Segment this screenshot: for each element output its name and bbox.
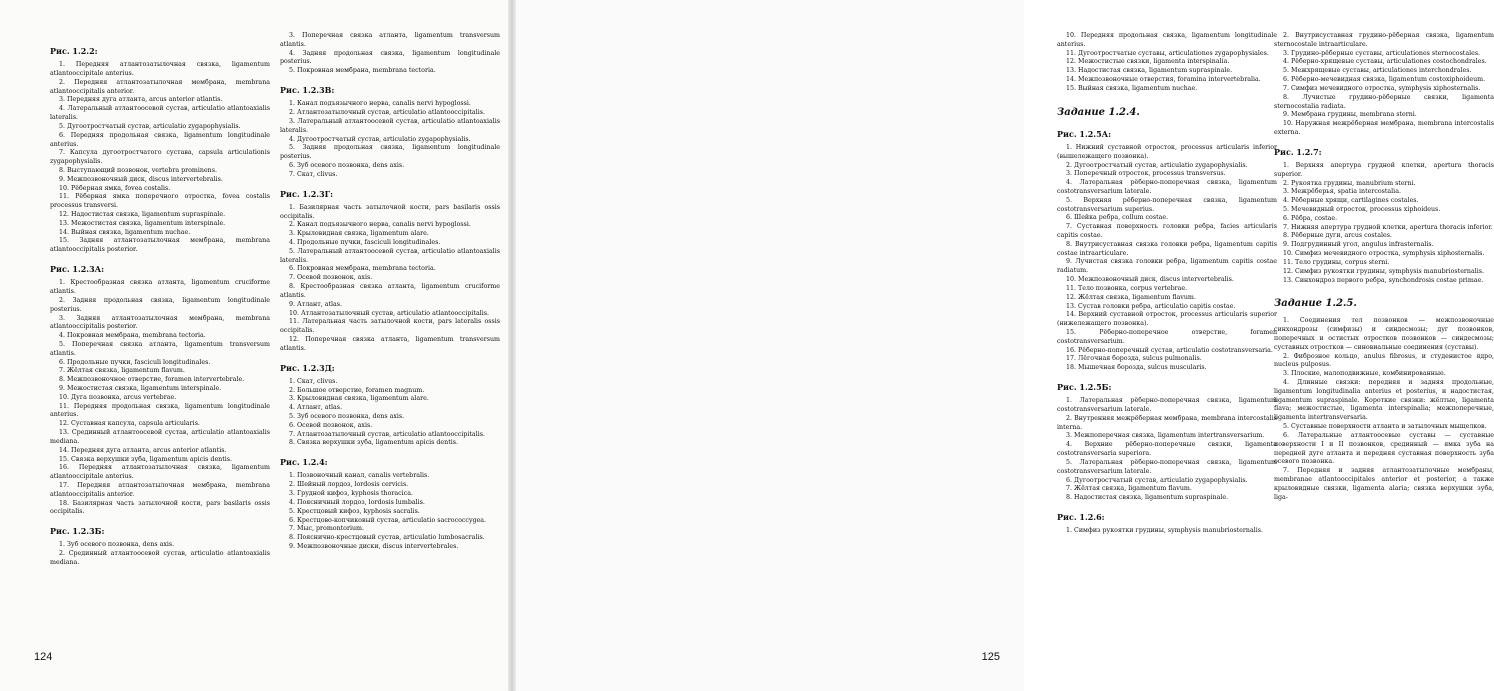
list-item: 7. Капсула дугоотростчатого сустава, capsula articulationis zygapophysialis. [50,149,270,166]
list-item: 2. Задняя продольная связка, ligamentum longitudinale posterius. [50,296,270,313]
book-spine [508,0,516,691]
list-item: 7. Нижняя апертура грудной клетки, apertura thoracis inferior. [1283,223,1493,231]
list-item: 2. Большое отверстие, foramen magnum. [289,386,425,394]
list-item: 4. Атлант, atlas. [289,404,342,412]
list-item: 3. Латеральный атлантоосевой сустав, articulatio atlantoaxialis lateralis. [280,117,500,134]
list-item: 14. Верхний суставной отросток, processus articularis superior (нижележащего позвонка). [1057,311,1277,328]
list-item: 7. Атлантозатылочный сустав, articulatio atlantooccipitalis. [289,430,485,438]
list-item: 12. Межостистые связки, ligamenta interspinalia. [1066,58,1230,66]
list-item: 1. Крестообразная связка атланта, ligamentum cruciforme atlantis. [50,279,270,296]
list-item: 13. Межостистая связка, ligamentum interspinale. [59,219,226,227]
right-page-column-1 [1057,32,1277,536]
left-page-column-2 [280,32,500,552]
list-item: 2. Канал подъязычного нерва, canalis nervi hypoglossi. [289,221,471,229]
list-item: 5. Зуб осевого позвонка, dens axis. [289,413,405,420]
list-item: 6. Продольные пучки, fasciculi longitudinales. [59,358,211,366]
list-item: 1. Соединения тел позвонков — межпозвоночные синхондрозы (симфизы) и синдесмозы; дуг позвонков, поперечных и остистых отростков позвонков — синдесмозы; суставных отростков — синовиальные соединения (суставы). [1274,317,1494,351]
list-item: 1. Передняя атлантозатылочная связка, ligamentum atlantooccipitale anterius. [50,61,270,77]
list-item: 4. Верхние рёберно-поперечные связки, ligamenta costotransversaria superiora. [1057,441,1277,458]
list-item: 13. Надостистая связка, ligamentum supraspinale. [1066,67,1233,75]
list-item: 1. Симфиз рукоятки грудины, symphysis manubriosternalis. [1066,527,1263,535]
list-item: 6. Рёберно-мечевидная связка, ligamentum costoxiphoideum. [1283,76,1486,84]
list-item: 8. Межпозвоночное отверстие, foramen intervertebrale. [59,376,245,384]
list-item: 11. Тело грудины, corpus sterni. [1283,258,1390,266]
list-item: 1. Зуб осевого позвонка, dens axis. [59,541,175,549]
list-item: 5. Межхрящевые суставы, articulationes interchondrales. [1283,67,1472,75]
list-item: 13. Срединный атлантоосевой сустав, articulatio atlantoaxialis mediana. [50,429,270,445]
list-item: 8. Внутрисуставная связка головки ребра, ligamentum capitis costae intraarticulare. [1057,240,1277,257]
list-item: 4. Латеральная рёберно-поперечная связка, ligamentum costotransversarium laterale. [1057,179,1277,195]
list-item: 3. Грудной кифоз, kyphosis thoracica. [289,490,413,498]
list-item: 12. Симфиз рукоятки грудины, symphysis manubriosternalis. [1283,267,1484,275]
list-item: 18. Мышечная борозда, sulcus muscularis. [1066,364,1207,372]
list-item: 7. Суставная поверхность головки ребра, facies articularis capitis costae. [1057,223,1277,239]
list-item: 6. Латеральные атлантоосевые суставы — суставные поверхности I и II позвонков, срединный — ямка зуба на передней дуге атланта и передняя суставная поверхность зуба осевого позвонка. [1274,431,1494,466]
figure-heading: Рис. 1.2.3Д: [280,362,335,373]
list-item: 10. Наружная межрёберная мембрана, membrana intercostalis externa. [1274,120,1494,136]
list-item: 5. Поперечная связка атланта, ligamentum transversum atlantis. [50,340,270,357]
list-item: 9. Межпозвоночные диски, discus intervertebrales. [289,542,459,550]
list-item: 8. Лучистые грудино-рёберные связки, ligamenta sternocostalia radiata. [1274,93,1494,110]
list-item: 2. Фиброзное кольцо, anulus fibrosus, и студенистое ядро, nucleus pulposus. [1274,352,1494,369]
list-item: 10. Атлантозатылочный сустав, articulatio atlantooccipitalis. [289,309,489,317]
list-item: 4. Поясничный лордоз, lordosis lumbalis. [289,498,425,506]
right-page-column-2 [1274,32,1494,502]
list-item: 1. Нижний суставной отросток, processus articularis inferior (вышележащего позвонка). [1057,143,1277,160]
list-item: 12. Суставная капсула, capsula articularis. [59,420,200,428]
list-item: 3. Поперечный отросток, processus transversus. [1066,170,1226,178]
task-heading: Задание 1.2.4. [1057,106,1140,118]
list-item: 11. Рёберная ямка поперечного отростка, fovea costalis processus transversi. [50,193,270,210]
left-page-column-1 [50,32,270,568]
list-item: 6. Передняя продольная связка, ligamentum longitudinale anterius. [50,131,270,148]
list-item: 2. Внутренняя межрёберная мембрана, membrana intercostalis interna. [1057,414,1277,431]
list-item: 3. Крыловидная связка, ligamentum alare. [289,395,429,403]
figure-heading: Рис. 1.2.7: [1274,146,1322,157]
list-item: 5. Задняя продольная связка, ligamentum longitudinale posterius. [280,144,500,161]
list-item: 5. Крестцовый кифоз, kyphosis sacralis. [289,507,420,515]
list-item: 5. Мечевидный отросток, processus xiphoideus. [1283,206,1441,213]
list-item: 9. Подгрудинный угол, angulus infrasternalis. [1283,241,1434,249]
list-item: 12. Надостистая связка, ligamentum supraspinale. [59,211,226,218]
list-item: 16. Рёберно-поперечный сустав, articulatio costotransversaria. [1066,346,1273,354]
list-item: 9. Межпозвоночный диск, discus intervertebralis. [59,175,223,183]
list-item: 5. Дугоотростчатый сустав, articulatio zygapophysialis. [59,122,241,130]
list-item: 5. Латеральный атлантоосевой сустав, articulatio atlantoaxialis lateralis. [280,247,500,264]
list-item: 3. Задняя атлантозатылочная мембрана, membrana atlantooccipitalis posterior. [50,314,270,331]
list-item: 6. Рёбра, costae. [1283,214,1338,222]
figure-heading: Рис. 1.2.3Г: [280,188,334,199]
list-item: 7. Передняя и задняя атлантозатылочные мембраны, membranae atlantooccipitales anterior et posterior, а также крыловидные связки, ligamenta alaria; связка верхушки зуба, liga- [1274,467,1494,501]
list-item: 8. Пояснично-крестцовый сустав, articulatio lumbosacralis. [289,534,485,542]
list-item: 17. Передняя атлантозатылочная мембрана, membrana atlantooccipitalis anterior. [50,481,270,498]
list-item: 10. Передняя продольная связка, ligamentum longitudinale anterius. [1057,32,1277,48]
figure-heading: Рис. 1.2.2: [50,46,98,56]
list-item: 4. Длинные связки: передняя и задняя продольные, ligamentum longitudinalia anterius et posterius, и надостистая, ligamentum supraspinale. Короткие связки: жёлтые, ligamenta flava; межостистые, ligamenta interspinalia; межпоперечные, ligamenta intertransversaria. [1274,379,1494,422]
list-item: 3. Межпоперечная связка, ligamentum intertransversarium. [1066,432,1265,440]
figure-heading: Рис. 1.2.3В: [280,85,335,96]
list-item: 6. Осевой позвонок, axis. [289,421,373,429]
figure-heading: Рис. 1.2.5А: [1057,128,1112,139]
list-item: 10. Дуга позвонка, arcus vertebrae. [59,393,177,401]
list-item: 1. Базилярная часть затылочной кости, pars basilaris ossis occipitalis. [280,203,500,220]
list-item: 7. Жёлтая связка, ligamentum flavum. [1066,485,1192,493]
list-item: 6. Покровная мембрана, membrana tectoria. [289,265,436,273]
list-item: 1. Латеральная рёберно-поперечная связка, ligamentum costotransversarium laterale. [1057,397,1277,413]
list-item: 18. Базилярная часть затылочной кости, pars basilaris ossis occipitalis. [50,499,270,516]
list-item: 3. Плоские, малоподвижные, комбинированные. [1283,370,1446,378]
list-item: 15. Связка верхушки зуба, ligamentum apicis dentis. [59,455,232,463]
list-item: 11. Дугоотростчатые суставы, articulationes zygapophysiales. [1066,49,1269,57]
list-item: 6. Зуб осевого позвонка, dens axis. [289,161,405,169]
list-item: 11. Тело позвонка, corpus vertebrae. [1066,284,1188,292]
list-item: 7. Симфиз мечевидного отростка, symphysis xiphosternalis. [1283,84,1481,92]
list-item: 15. Рёберно-поперечное отверстие, foramen costotransversarium. [1057,328,1277,345]
list-item: 2. Внутрисуставная грудино-рёберная связка, ligamentum sternocostale intraarticulare. [1274,32,1494,48]
list-item: 4. Рёберно-хрящевые суставы, articulationes costochondrales. [1283,58,1487,66]
list-item: 17. Лёгочная борозда, sulcus pulmonalis. [1066,355,1202,363]
list-item: 2. Атлантозатылочный сустав, articulatio atlantooccipitalis. [289,109,485,117]
list-item: 9. Лучистая связка головки ребра, ligamentum capitis costae radiatum. [1057,258,1277,275]
list-item: 3. Грудино-рёберные суставы, articulationes sternocostales. [1283,49,1481,57]
list-item: 9. Межостистая связка, ligamentum interspinale. [59,385,222,392]
figure-heading: Рис. 1.2.4: [280,457,328,468]
figure-heading: Рис. 1.2.5Б: [1057,382,1112,392]
list-item: 3. Поперечная связка атланта, ligamentum transversum atlantis. [280,32,500,48]
list-item: 4. Продольные пучки, fasciculi longitudinales. [289,239,441,246]
list-item: 15. Задняя атлантозатылочная мембрана, membrana atlantooccipitalis posterior. [50,237,270,254]
list-item: 2. Срединный атлантоосевой сустав, articulatio atlantoaxialis mediana. [50,550,270,566]
right-page [512,0,1494,691]
task-heading: Задание 1.2.5. [1274,298,1357,310]
list-item: 10. Межпозвоночный диск, discus intervertebralis. [1066,276,1234,284]
list-item: 8. Крестообразная связка атланта, ligamentum cruciforme atlantis. [280,283,500,299]
list-item: 9. Атлант, atlas. [289,300,342,308]
list-item: 13. Сустав головки ребра, articulatio capitis costae. [1066,302,1236,310]
list-item: 8. Выступающий позвонок, vertebra prominens. [59,166,217,174]
list-item: 4. Латеральный атлантоосевой сустав, articulatio atlantoaxialis lateralis. [50,105,270,122]
list-item: 3. Крыловидная связка, ligamentum alare. [289,230,429,238]
list-item: 1. Скат, clivus. [289,377,338,385]
list-item: 5. Суставные поверхности атланта и затылочных мыщелков. [1283,423,1487,431]
list-item: 11. Передняя продольная связка, ligamentum longitudinale anterius. [50,402,270,419]
list-item: 14. Межпозвоночные отверстия, foramina intervertebralia. [1066,76,1261,84]
list-item: 14. Выйная связка, ligamentum nuchae. [59,228,191,236]
list-item: 1. Канал подъязычного нерва, canalis nervi hypoglossi. [289,100,471,108]
list-item: 8. Рёберные дуги, arcus costales. [1283,232,1392,240]
list-item: 5. Латеральная рёберно-поперечная связка, ligamentum costotransversarium laterale. [1057,458,1277,475]
list-item: 8. Связка верхушки зуба, ligamentum apicis dentis. [289,439,458,447]
page-number-left: 124 [34,651,53,663]
list-item: 8. Надостистая связка, ligamentum supraspinale. [1066,494,1229,502]
list-item: 7. Скат, clivus. [289,170,338,178]
list-item: 15. Выйная связка, ligamentum nuchae. [1066,84,1198,92]
list-item: 4. Дугоотростчатый сустав, articulatio zygapophysialis. [289,135,471,143]
figure-heading: Рис. 1.2.6: [1057,511,1105,522]
list-item: 2. Передняя атлантозатылочная мембрана, membrana atlantooccipitalis anterior. [50,78,270,95]
list-item: 1. Позвоночный канал, canalis vertebralis. [289,472,430,480]
figure-heading: Рис. 1.2.3Б: [50,526,105,537]
list-item: 14. Передняя дуга атланта, arcus anterior atlantis. [59,446,227,454]
list-item: 3. Межрёберья, spatia intercostalia. [1283,188,1401,196]
list-item: 6. Крестцово-копчиковый сустав, articulatio sacrococcygea. [289,516,487,524]
left-page [0,0,512,691]
list-item: 5. Верхняя рёберно-поперечная связка, ligamentum costotransversarium superius. [1057,196,1277,213]
list-item: 6. Дугоотростчатый сустав, articulatio zygapophysialis. [1066,476,1248,484]
list-item: 11. Латеральная часть затылочной кости, pars lateralis ossis occipitalis. [280,318,500,335]
list-item: 16. Передняя атлантозатылочная связка, ligamentum atlantooccipitale anterius. [50,464,270,481]
page-number-right: 125 [981,651,1000,663]
list-item: 12. Поперечная связка атланта, ligamentum transversum atlantis. [280,335,500,352]
list-item: 6. Шейка ребра, collum costae. [1066,214,1169,222]
list-item: 7. Жёлтая связка, ligamentum flavum. [59,367,185,375]
list-item: 13. Синхондроз первого ребра, synchondrosis costae primae. [1283,276,1484,284]
list-item: 2. Дугоотростчатый сустав, articulatio zygapophysialis. [1066,161,1248,169]
list-item: 7. Мыс, promontorium. [289,525,365,533]
list-item: 2. Шейный лордоз, lordosis cervicis. [289,481,409,489]
list-item: 4. Задняя продольная связка, ligamentum longitudinale posterius. [280,49,500,66]
list-item: 10. Симфиз мечевидного отростка, symphysis xiphosternalis. [1283,250,1485,258]
list-item: 2. Рукоятка грудины, manubrium sterni. [1283,179,1416,187]
figure-heading: Рис. 1.2.3А: [50,264,105,275]
list-item: 10. Рёберная ямка, fovea costalis. [59,184,171,192]
list-item: 4. Покровная мембрана, membrana tectoria. [59,332,206,340]
list-item: 12. Жёлтая связка, ligamentum flavum. [1066,293,1196,301]
list-item: 1. Верхняя апертура грудной клетки, apertura thoracis superior. [1274,161,1494,178]
list-item: 9. Мембрана грудины, membrana sterni. [1283,111,1417,119]
list-item: 4. Рёберные хрящи, cartilagines costales. [1283,197,1419,205]
list-item: 5. Покровная мембрана, membrana tectoria. [289,67,436,75]
list-item: 3. Передняя дуга атланта, arcus anterior atlantis. [59,96,223,104]
list-item: 7. Осевой позвонок, axis. [289,274,373,282]
